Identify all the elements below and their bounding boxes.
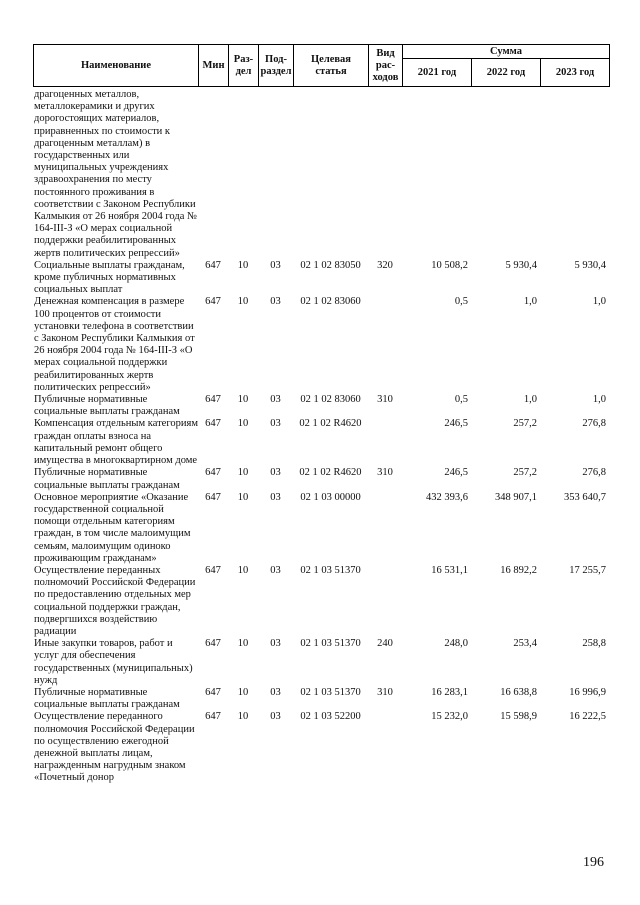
cell-y2021: 248,0 — [444, 638, 468, 650]
page-number: 196 — [583, 855, 604, 870]
cell-podrazdel: 03 — [270, 259, 281, 271]
cell-y2021: 10 508,2 — [431, 259, 468, 271]
table-row — [33, 89, 609, 260]
cell-y2022: 1,0 — [523, 394, 537, 406]
cell-razdel: 10 — [237, 491, 249, 503]
cell-razdel: 10 — [237, 638, 249, 650]
cell-podrazdel: 03 — [270, 564, 281, 576]
cell-target: 02 1 03 52200 — [300, 711, 361, 723]
header-podrazdel: Под- раздел — [259, 45, 294, 87]
table-row — [33, 418, 609, 467]
cell-podrazdel: 03 — [270, 467, 281, 479]
cell-y2022: 15 598,9 — [500, 711, 537, 723]
cell-name: Публичные нормативные социальные выплаты гражданам — [34, 467, 180, 491]
cell-razdel: 10 — [237, 711, 249, 723]
cell-y2021: 246,5 — [444, 467, 468, 479]
cell-razdel: 10 — [237, 467, 249, 479]
cell-vid: 310 — [377, 394, 393, 406]
cell-razdel: 10 — [237, 686, 249, 698]
header-min: Мин — [199, 45, 229, 87]
cell-target: 02 1 02 R4620 — [299, 418, 362, 430]
cell-y2021: 0,5 — [454, 394, 468, 406]
cell-y2022: 257,2 — [513, 467, 537, 479]
table-header — [33, 44, 610, 87]
cell-vid: 240 — [377, 638, 393, 650]
cell-y2021: 0,5 — [454, 296, 468, 308]
cell-y2023: 276,8 — [582, 467, 606, 479]
table-row — [33, 296, 609, 394]
cell-y2022: 348 907,1 — [495, 491, 537, 503]
table-row — [33, 492, 609, 565]
cell-target: 02 1 03 51370 — [300, 564, 361, 576]
cell-podrazdel: 03 — [270, 711, 281, 723]
table-row — [33, 394, 609, 418]
table-body — [33, 89, 609, 785]
cell-min: 647 — [205, 259, 221, 271]
header-2021: 2021 год — [403, 59, 472, 87]
cell-name: Иные закупки товаров, работ и услуг для обеспечения государственных (муниципальных) нужд — [34, 638, 193, 686]
cell-target: 02 1 02 83050 — [300, 259, 361, 271]
header-razdel: Раз- дел — [229, 45, 259, 87]
cell-y2023: 353 640,7 — [564, 491, 606, 503]
cell-y2021: 432 393,6 — [426, 491, 468, 503]
cell-y2023: 1,0 — [592, 394, 606, 406]
cell-y2023: 276,8 — [582, 418, 606, 430]
cell-target: 02 1 02 R4620 — [299, 467, 362, 479]
table-row — [33, 687, 609, 711]
cell-name: драгоценных металлов, металлокерамики и других дорогостоящих материалов, приравненных по стоимости к драгоценным металлам) в государственных или муниципальных учреждениях здравоохранения по месту постоянного проживания в соответствии с Законом Республики Калмыкия от 26 ноября 2004 года № 164-III-З «О мерах социальной поддержки реабилитированных жертв политических репрессий» — [34, 89, 197, 259]
cell-y2023: 16 222,5 — [569, 711, 606, 723]
cell-podrazdel: 03 — [270, 491, 281, 503]
header-vid: Вид рас- ходов — [369, 45, 403, 87]
header-name: Наименование — [34, 45, 199, 87]
cell-name: Осуществление переданных полномочий Российской Федерации по предоставлению отдельных мер социальной поддержки граждан, подвергшихся воздействию радиации — [34, 564, 196, 637]
cell-min: 647 — [205, 564, 221, 576]
cell-name: Публичные нормативные социальные выплаты гражданам — [34, 686, 180, 711]
cell-razdel: 10 — [237, 418, 249, 430]
cell-vid: 310 — [377, 686, 393, 698]
cell-razdel: 10 — [237, 296, 249, 308]
header-2023: 2023 год — [541, 59, 610, 87]
table-row — [33, 467, 609, 491]
table-row — [33, 638, 609, 687]
cell-name: Компенсация отдельным категориям граждан оплаты взноса на капитальный ремонт общего имущества в многоквартирном доме — [34, 418, 198, 467]
header-summa: Сумма — [403, 45, 610, 59]
cell-min: 647 — [205, 686, 221, 698]
cell-vid: 320 — [377, 259, 393, 271]
cell-y2021: 16 283,1 — [431, 686, 468, 698]
cell-target: 02 1 02 83060 — [300, 296, 361, 308]
cell-y2021: 246,5 — [444, 418, 468, 430]
cell-y2021: 16 531,1 — [431, 564, 468, 576]
cell-target: 02 1 03 00000 — [300, 491, 361, 503]
cell-min: 647 — [205, 394, 221, 406]
cell-y2022: 16 638,8 — [500, 686, 537, 698]
cell-y2022: 257,2 — [513, 418, 537, 430]
table-row — [33, 711, 609, 784]
cell-target: 02 1 03 51370 — [300, 638, 361, 650]
cell-min: 647 — [205, 491, 221, 503]
cell-y2023: 1,0 — [592, 296, 606, 308]
cell-podrazdel: 03 — [270, 418, 281, 430]
header-2022: 2022 год — [472, 59, 541, 87]
cell-podrazdel: 03 — [270, 686, 281, 698]
cell-name: Основное мероприятие «Оказание государственной социальной помощи отдельным категориям граждан, в том числе малоимущим семьям, малоимущим одиноко проживающим гражданам» — [34, 491, 191, 564]
cell-target: 02 1 02 83060 — [300, 394, 361, 406]
cell-min: 647 — [205, 638, 221, 650]
cell-razdel: 10 — [237, 259, 249, 271]
cell-vid: 310 — [377, 467, 393, 479]
cell-podrazdel: 03 — [270, 296, 281, 308]
cell-y2022: 16 892,2 — [500, 564, 537, 576]
cell-y2022: 1,0 — [523, 296, 537, 308]
cell-min: 647 — [205, 467, 221, 479]
table-row — [33, 565, 609, 638]
cell-name: Социальные выплаты гражданам, кроме публичных нормативных социальных выплат — [34, 259, 185, 296]
cell-podrazdel: 03 — [270, 394, 281, 406]
cell-y2023: 5 930,4 — [574, 259, 606, 271]
cell-y2022: 253,4 — [513, 638, 537, 650]
cell-target: 02 1 03 51370 — [300, 686, 361, 698]
cell-min: 647 — [205, 711, 221, 723]
cell-name: Осуществление переданного полномочия Российской Федерации по осуществлению ежегодной денежной выплаты лицам, награжденным нагрудным знаком «Почетный донор — [34, 711, 195, 784]
cell-y2023: 16 996,9 — [569, 686, 606, 698]
cell-razdel: 10 — [237, 564, 249, 576]
cell-y2022: 5 930,4 — [505, 259, 537, 271]
header-target: Целевая статья — [294, 45, 369, 87]
cell-y2023: 258,8 — [582, 638, 606, 650]
table-row — [33, 260, 609, 297]
cell-podrazdel: 03 — [270, 638, 281, 650]
cell-min: 647 — [205, 418, 221, 430]
cell-y2023: 17 255,7 — [569, 564, 606, 576]
cell-name: Денежная компенсация в размере 100 процентов от стоимости установки телефона в соответствии с Законом Республики Калмыкия от 26 ноября 2004 года № 164-III-З «О мерах социальной поддержки реабилитированных жертв политических репрессий» — [34, 296, 195, 393]
cell-name: Публичные нормативные социальные выплаты гражданам — [34, 394, 180, 418]
cell-min: 647 — [205, 296, 221, 308]
cell-y2021: 15 232,0 — [431, 711, 468, 723]
cell-razdel: 10 — [237, 394, 249, 406]
